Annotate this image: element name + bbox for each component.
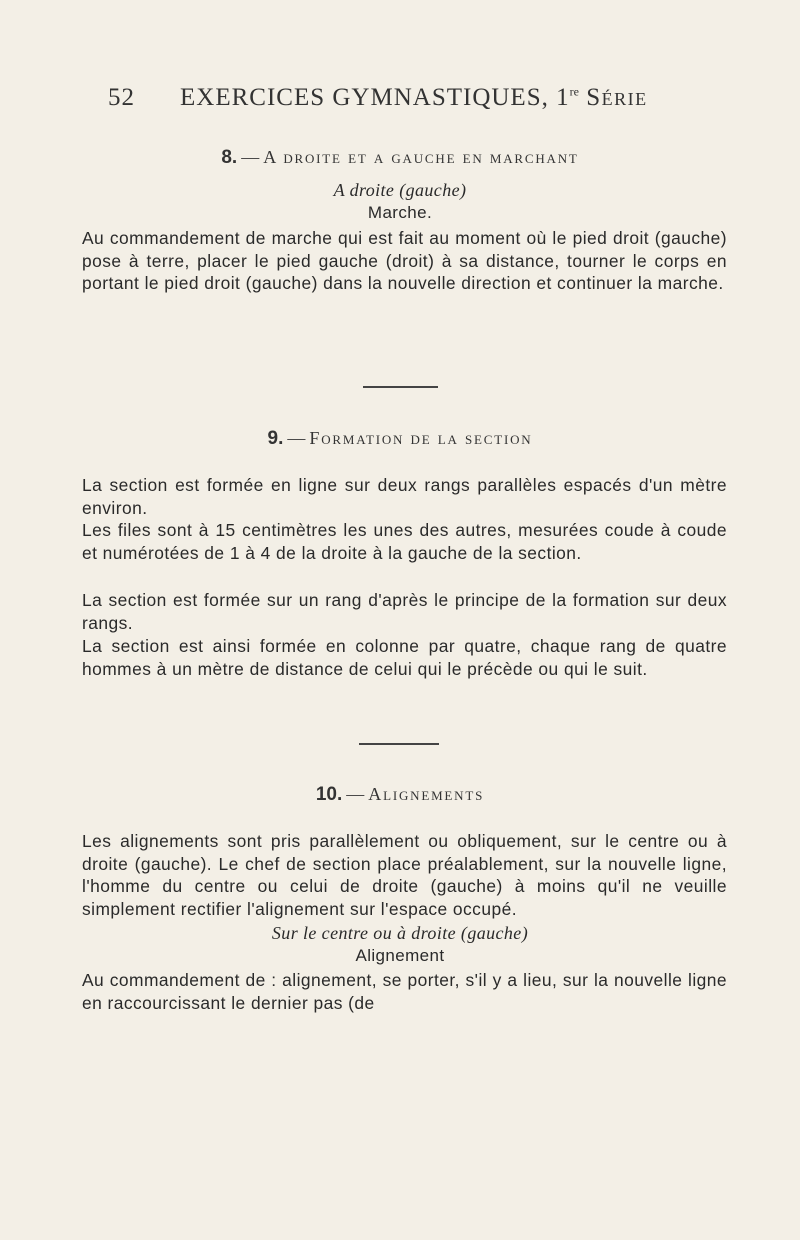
section-8-dash: —	[241, 147, 260, 167]
section-9-dash: —	[287, 428, 306, 448]
section-8-heading	[0, 147, 800, 169]
section-9-paragraph-3: La section est formée sur un rang d'après le principe de la formation sur deux rangs.	[82, 590, 727, 633]
section-divider	[359, 743, 439, 745]
section-9-number: 9.	[267, 428, 284, 449]
running-head	[108, 84, 708, 112]
section-10-command-word: Alignement	[355, 946, 445, 965]
section-10-command-line: Sur le centre ou à droite (gauche)	[271, 923, 529, 943]
section-9-paragraph-1: La section est formée en ligne sur deux rangs parallèles espacés d'un mètre environ.	[82, 475, 727, 518]
section-9-heading	[0, 428, 800, 450]
section-8-paragraph: Au commandement de marche qui est fait au moment où le pied droit (gauche) pose à terre, placer le pied gauche (droit) à sa distance, tourner le corps en portant le pied droit (gauche) dans la nouvelle direction et continuer la marche.	[82, 228, 727, 294]
section-8-command-line: A droite (gauche)	[333, 180, 467, 200]
section-10-paragraph: Les alignements sont pris parallèlement ou obliquement, sur le centre ou à droite (gauche). Le chef de section place préalablement, sur la nouvelle ligne, l'homme du centre ou celui de droite (gauche) à moins qu'il ne veuille simplement rectifier l'alignement sur l'espace occupé.	[82, 831, 727, 920]
section-divider	[363, 386, 438, 388]
section-10-last-paragraph: Au commandement de : alignement, se porter, s'il y a lieu, sur la nouvelle ligne en raccourcissant le dernier pas (de	[82, 970, 727, 1013]
section-8-title: A droite et a gauche en marchant	[263, 147, 579, 167]
section-10-title: Alignements	[368, 784, 485, 804]
section-10-dash: —	[346, 784, 365, 804]
page-number: 52	[108, 84, 135, 111]
running-title-text: EXERCICES GYMNASTIQUES, 1	[180, 84, 570, 111]
section-10-heading	[0, 784, 800, 806]
section-8-command-word: Marche.	[367, 203, 433, 222]
section-9-paragraph-2: Les files sont à 15 centimètres les unes des autres, mesurées coude à coude et numérotées de 1 à 4 de la droite à la gauche de la section.	[82, 520, 727, 563]
running-title	[180, 84, 648, 112]
section-9-title: Formation de la section	[309, 428, 533, 448]
section-8-number: 8.	[221, 147, 238, 168]
running-title-superscript: re	[569, 84, 579, 99]
running-title-series: Série	[586, 84, 648, 111]
section-10-number: 10.	[315, 784, 343, 805]
section-9-paragraph-4: La section est ainsi formée en colonne par quatre, chaque rang de quatre hommes à un mètre de distance de celui qui le précède ou qui le suit.	[82, 636, 727, 679]
